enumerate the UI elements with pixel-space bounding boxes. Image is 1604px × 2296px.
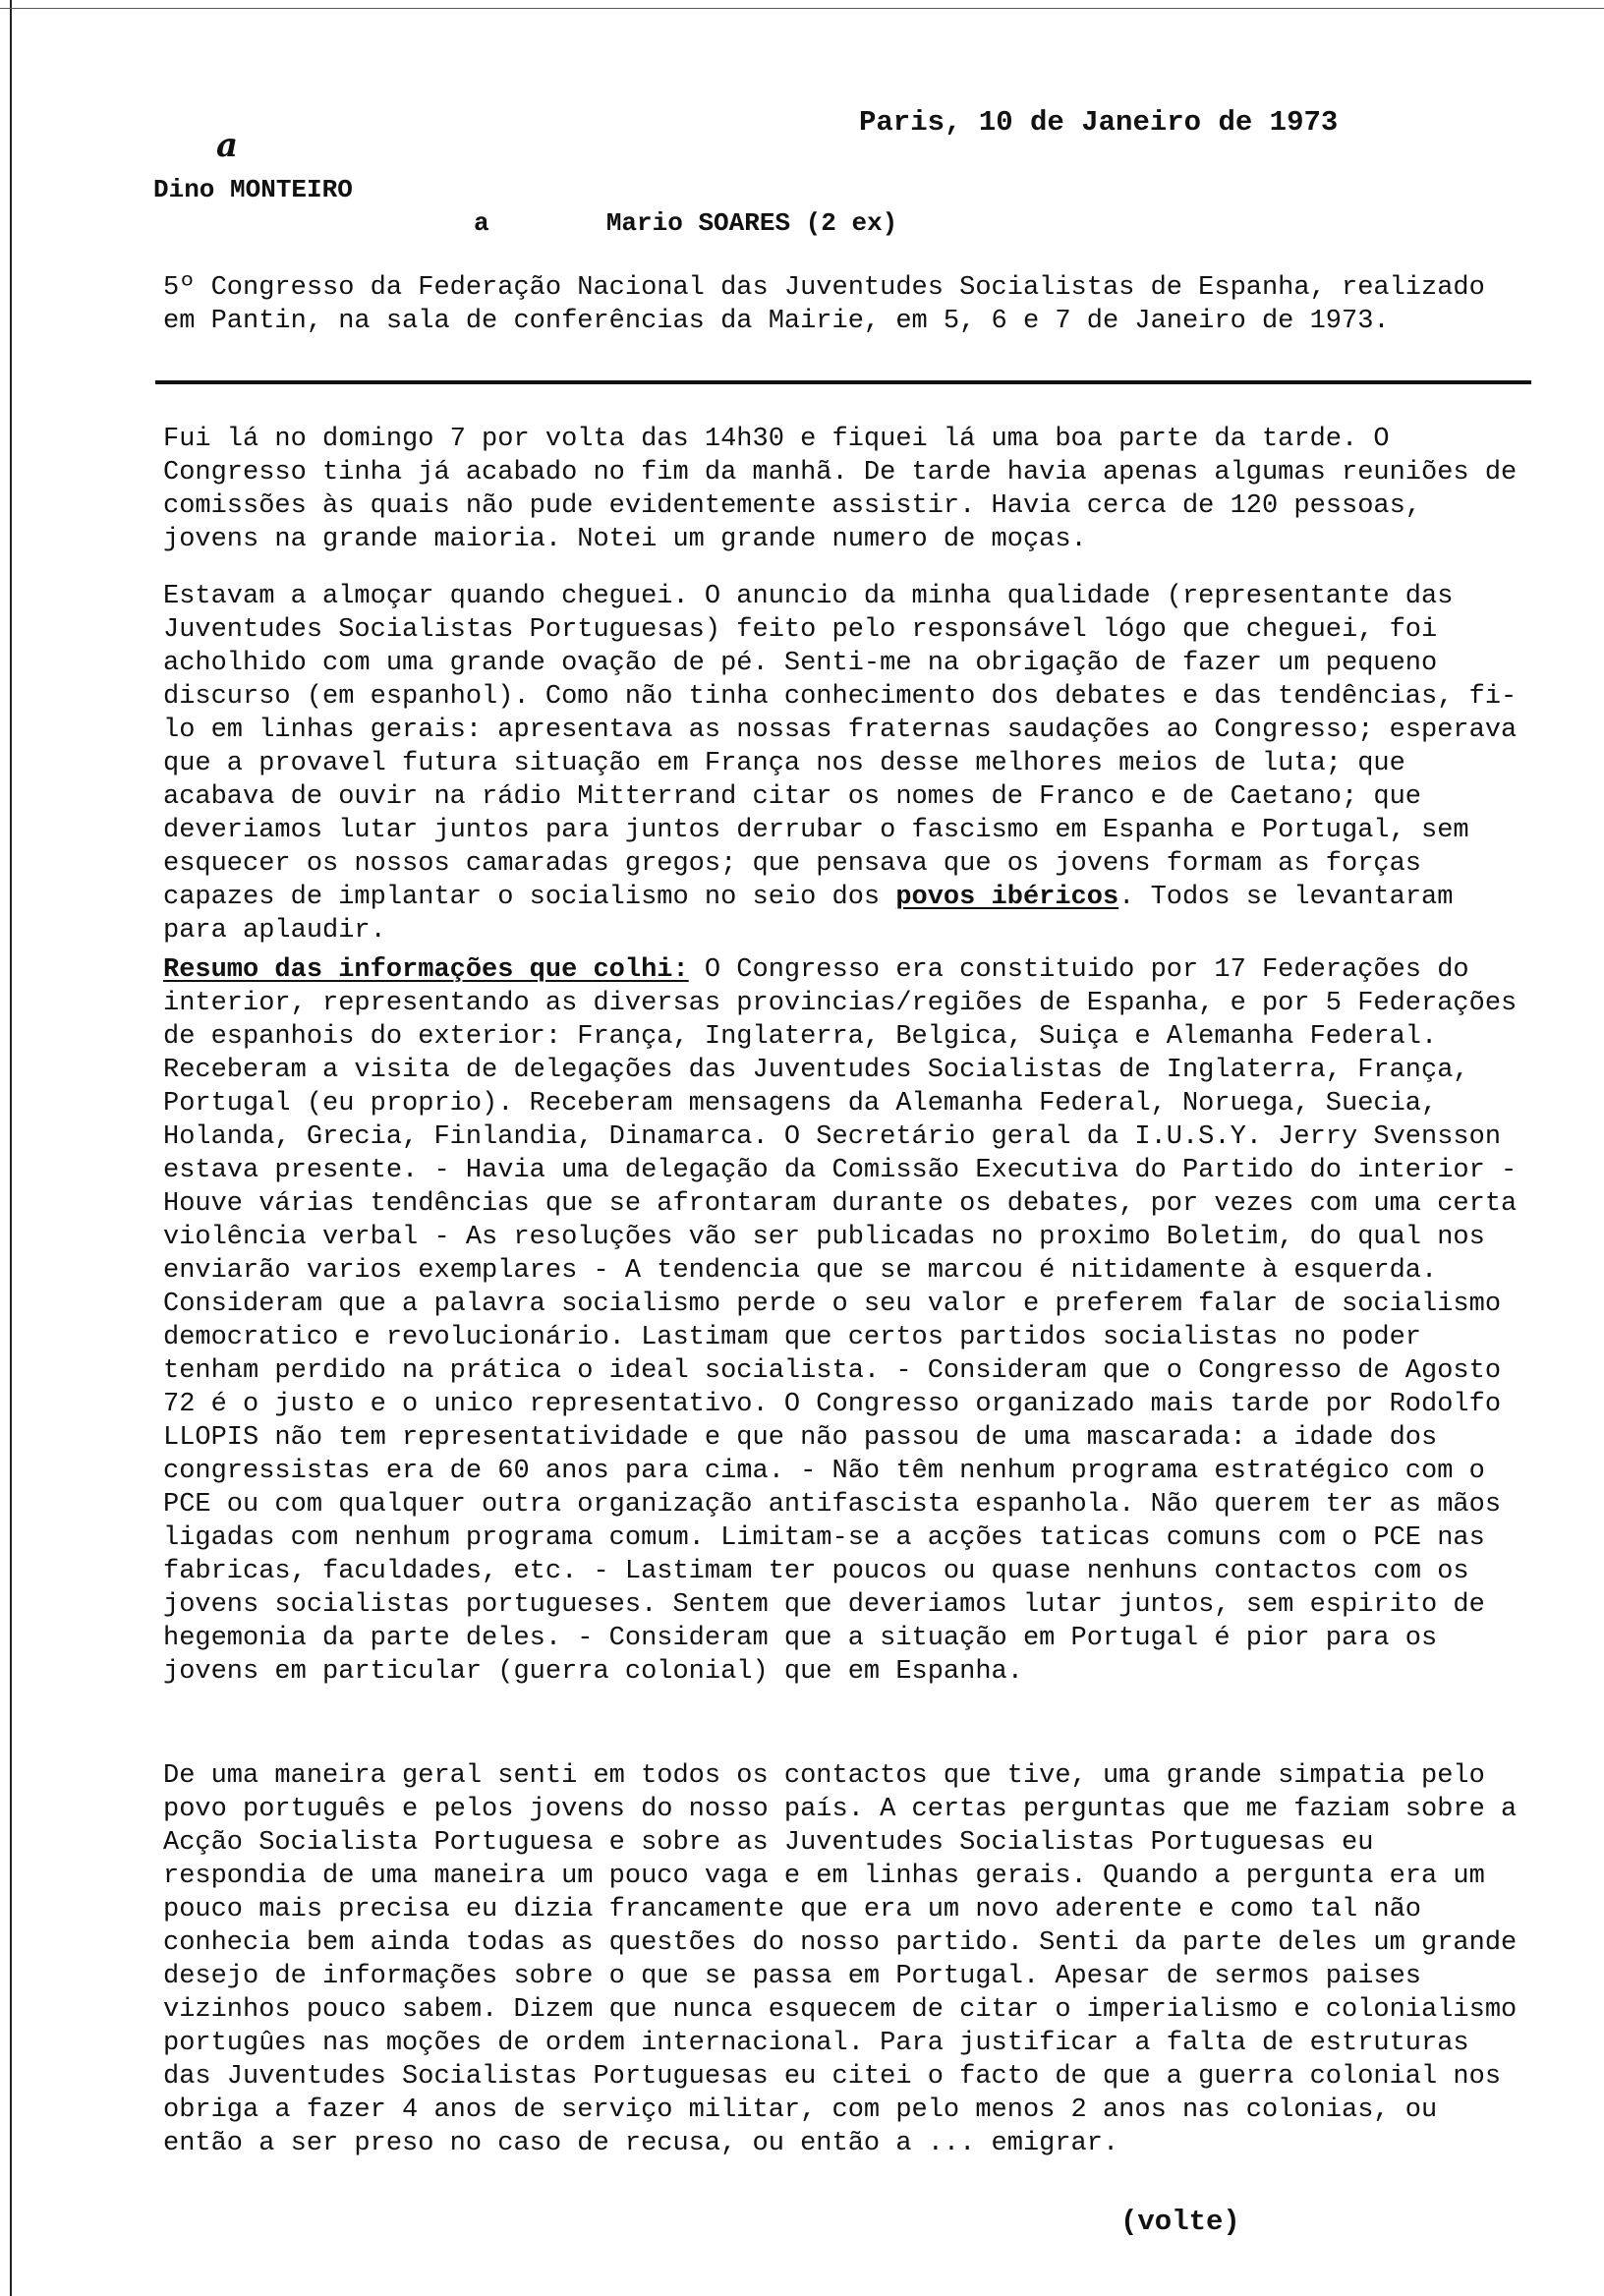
body-paragraph-1: Fui lá no domingo 7 por volta das 14h30 e fiquei lá uma boa parte da tarde. O Congresso tinha já acabado no fim da manhã. De tarde havia apenas algumas reuniões de comissões às quais não pude evidentemente assistir. Havia cerca de 120 pessoas, jovens na grande maioria. Notei um grande numero de moças. (163, 425, 1518, 554)
body-paragraph-4: De uma maneira geral senti em todos os contactos que tive, uma grande simpatia pelo povo português e pelos jovens do nosso país. A certas perguntas que me faziam sobre a Acção Socialista Portuguesa e sobre as Juventudes Socialistas Portuguesas eu respondia de uma maneira um pouco vaga e em linhas gerais. Quando a pergunta era um pouco mais precisa eu dizia francamente que era um novo aderente e como tal não conhecia bem ainda todas as questões do nosso partido. Senti da parte deles um grande desejo de informações sobre o que se passa em Portugal. Apesar de sermos paises vizinhos pouco sabem. Dizem que nunca esquecem de citar o imperialismo e colonialismo portugûes nas moções de ordem internacional. Para justificar a falta de estruturas das Juventudes Socialistas Portuguesas eu citei o facto de que a guerra colonial nos obriga a fazer 4 anos de serviço militar, com pelo menos 2 anos nas colonias, ou então a ser preso no caso de recusa, ou então a ... emigrar. (163, 1761, 1518, 2158)
body-paragraph-2 (163, 580, 1529, 947)
recipient-prefix: a (474, 208, 489, 238)
closing-note: (volte) (1120, 2206, 1240, 2238)
summary-heading: Resumo das informações que colhi: (163, 955, 689, 985)
handwritten-mark: a (216, 126, 239, 165)
paragraph-3-text: O Congresso era constituido por 17 Federações do interior, representando as diversas provincias/regiões de Espanha, e por 5 Federações de espanhois do exterior: França, Inglaterra, Belgica, Suiça e Alemanha Federal. Receberam a visita de delegações das Juventudes Socialistas de Inglaterra, França, Portugal (eu proprio). Receberam mensagens da Alemanha Federal, Noruega, Suecia, Holanda, Grecia, Finlandia, Dinamarca. O Secretário geral da I.U.S.Y. Jerry Svensson estava presente. - Havia uma delegação da Comissão Executiva do Partido do interior - Houve várias tendências que se afrontaram durante os debates, por vezes com uma certa violência verbal - As resoluções vão ser publicadas no proximo Boletim, do qual nos enviarão varios exemplares - A tendencia que se marcou é nitidamente à esquerda. Consideram que a palavra socialismo perde o seu valor e preferem falar de socialismo democratico e revolucionário. Lastimam que certos partidos socialistas no poder tenham perdido na prática o ideal socialista. - Consideram que o Congresso de Agosto 72 é o justo e o unico representativo. O Congresso organizado mais tarde por Rodolfo LLOPIS não tem representatividade e que não passou de uma mascarada: a idade dos congressistas era de 60 anos para cima. - Não têm nenhum programa estratégico com o PCE ou com qualquer outra organização antifascista espanhola. Não querem ter as mãos ligadas com nenhum programa comum. Limitam-se a acções taticas comuns com o PCE nas fabricas, faculdades, etc. - Lastimam ter poucos ou quase nenhuns contactos com os jovens socialistas portugueses. Sentem que deveriamos lutar juntos, sem espirito de hegemonia da parte deles. - Consideram que a situação em Portugal é pior para os jovens em particular (guerra colonial) que em Espanha. (163, 955, 1518, 1687)
subject-paragraph: 5º Congresso da Federação Nacional das Juventudes Socialistas de Espanha, realizado em Pantin, na sala de conferências da Mairie, em 5, 6 e 7 de Janeiro de 1973. (163, 273, 1485, 336)
sender-name: Dino MONTEIRO (153, 175, 353, 204)
paragraph-2-end: . Todos se levantaram para aplaudir. (163, 883, 1454, 946)
recipient-name: Mario SOARES (2 ex) (605, 208, 898, 238)
page-left-edge (10, 0, 12, 2296)
body-paragraph-3 (163, 953, 1529, 1689)
subject-divider (155, 380, 1531, 384)
page-top-edge (0, 8, 1604, 9)
recipient-line (474, 208, 897, 238)
underlined-phrase: povos ibéricos (895, 883, 1119, 912)
letter-date: Paris, 10 de Janeiro de 1973 (859, 106, 1339, 139)
paragraph-2-text: Estavam a almoçar quando cheguei. O anuncio da minha qualidade (representante das Juventudes Socialistas Portuguesas) feito pelo responsável lógo que cheguei, foi acholhido com uma grande ovação de pé. Senti-me na obrigação de fazer um pequeno discurso (em espanhol). Como não tinha conhecimento dos debates e das tendências, fi-lo em linhas gerais: apresentava as nossas fraternas saudações ao Congresso; esperava que a provavel futura situação em França nos desse melhores meios de luta; que acabava de ouvir na rádio Mitterrand citar os nomes de Franco e de Caetano; que deveriamos lutar juntos para juntos derrubar o fascismo em Espanha e Portugal, sem esquecer os nossos camaradas gregos; que pensava que os jovens formam as forças capazes de implantar o socialismo no seio dos (163, 582, 1518, 912)
